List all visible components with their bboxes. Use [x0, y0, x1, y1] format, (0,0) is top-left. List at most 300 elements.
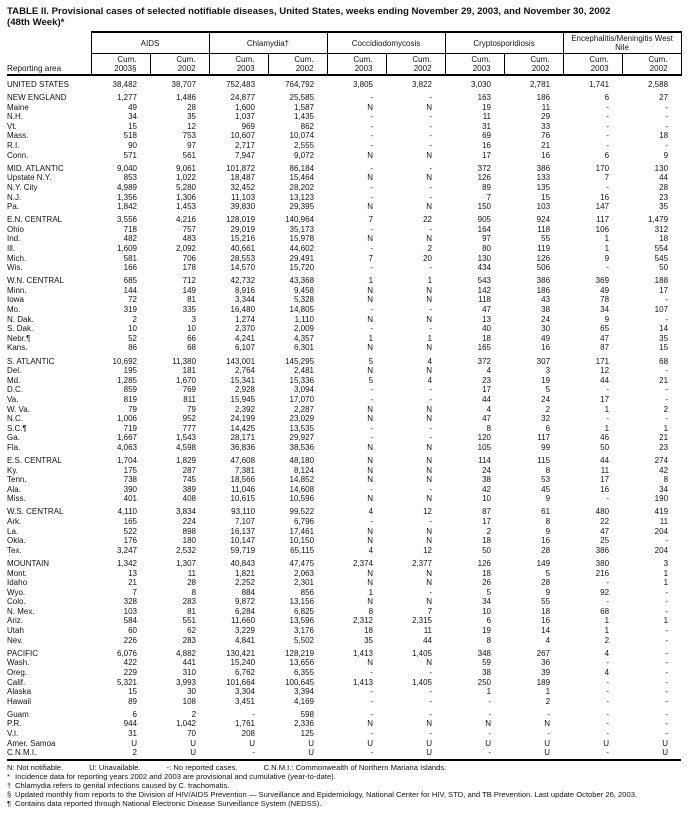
value-cell: - [606, 121, 610, 131]
value-cell: - [665, 102, 669, 112]
value-cell: 9 [545, 494, 551, 504]
reporting-area-label: N. Mex. [7, 606, 35, 616]
table-row [7, 234, 681, 244]
value-cell: 4 [486, 366, 492, 376]
value-cell: - [370, 709, 374, 719]
footnote-key-item: N: Not notifiable. [7, 762, 64, 772]
value-cell: 47 [600, 333, 610, 343]
value-cell: 8,916 [234, 285, 256, 295]
value-cell: 15 [541, 192, 551, 202]
table-row [7, 414, 681, 424]
value-cell: N [367, 314, 374, 324]
value-cell: 11 [423, 626, 433, 636]
reporting-area-label: Guam [7, 709, 29, 719]
value-cell: 2,764 [234, 366, 256, 376]
value-cell: N [367, 343, 374, 353]
value-cell: 189 [536, 677, 551, 687]
value-cell: 18 [659, 234, 669, 244]
value-cell: 29 [541, 112, 551, 122]
value-cell: 18 [541, 606, 551, 616]
table-row [7, 376, 681, 386]
value-cell: 483 [182, 234, 197, 244]
value-cell: 38,536 [289, 442, 315, 452]
reporting-area-label: N.J. [7, 192, 22, 202]
value-cell: 1 [486, 687, 492, 697]
value-cell: 20 [423, 253, 433, 263]
table-row [7, 324, 681, 334]
value-cell: - [429, 112, 433, 122]
value-cell: 8 [368, 606, 374, 616]
value-cell: 1 [604, 244, 610, 253]
value-cell: 44 [423, 635, 433, 645]
value-cell: - [429, 433, 433, 443]
value-cell: 1,486 [175, 93, 197, 103]
value-cell: 11,103 [231, 192, 256, 202]
value-cell: - [370, 112, 374, 122]
value-cell: 1 [604, 234, 610, 244]
reporting-area-label: N.Y. City [7, 182, 38, 192]
value-cell: - [665, 696, 669, 706]
reporting-area-label: S. Dak. [7, 324, 34, 334]
value-cell: 42 [659, 465, 669, 475]
table-row [7, 244, 681, 254]
reporting-area-label: Ind. [7, 234, 21, 244]
reporting-area-label: Vt. [7, 121, 17, 131]
value-cell: 190 [654, 494, 669, 504]
value-cell: 49 [128, 102, 137, 112]
value-cell: N [426, 658, 433, 668]
value-cell: 6 [545, 423, 551, 433]
table-row [7, 254, 681, 264]
reporting-area-label: Hawaii [7, 696, 32, 706]
value-cell: 15,945 [230, 394, 256, 404]
value-cell: 117 [596, 215, 610, 225]
reporting-area-label: Mo. [7, 305, 21, 315]
value-cell: - [606, 687, 610, 697]
value-cell: 2,392 [234, 404, 256, 414]
value-cell: 35 [659, 202, 669, 212]
value-cell: - [429, 305, 433, 315]
value-cell: 33 [541, 121, 551, 131]
value-cell: - [665, 394, 669, 404]
footnote-marker: * [7, 771, 10, 781]
value-cell: 128,219 [285, 648, 315, 658]
value-cell: 1,741 [589, 80, 610, 89]
table-row [7, 697, 681, 707]
reporting-area-label: V.I. [7, 729, 19, 738]
value-cell: U [544, 738, 551, 748]
reporting-area-label: Ky. [7, 465, 18, 475]
value-cell: - [370, 687, 374, 697]
value-cell: 13,123 [289, 192, 315, 202]
value-cell: 11 [187, 568, 197, 578]
value-cell: U [131, 738, 137, 748]
value-cell: 165 [123, 517, 137, 527]
value-cell: N [367, 455, 374, 465]
value-cell: - [370, 224, 374, 234]
reporting-area-label: MOUNTAIN [7, 558, 50, 568]
value-cell: 3,247 [116, 545, 137, 555]
value-cell: - [429, 192, 433, 202]
column-group-chlamydia: Chlamydia† [209, 32, 327, 54]
value-cell: 4,169 [293, 696, 315, 706]
value-cell: 69 [482, 131, 492, 141]
value-cell: 15,464 [289, 173, 315, 183]
value-cell: 8 [545, 517, 551, 527]
value-cell: - [665, 366, 669, 376]
value-cell: 2 [545, 404, 551, 414]
value-cell: - [606, 263, 610, 273]
value-cell: 16 [541, 536, 551, 546]
value-cell: 195 [123, 366, 137, 376]
value-cell: 208 [241, 729, 256, 738]
value-cell: 14 [541, 626, 551, 636]
value-cell: 10,607 [230, 131, 256, 141]
value-cell: 543 [477, 276, 492, 286]
value-cell: 19 [482, 102, 492, 112]
value-cell: 1,277 [116, 93, 137, 103]
value-cell: 5,280 [175, 182, 197, 192]
table-row [7, 286, 681, 296]
value-cell: 15,720 [289, 263, 315, 273]
value-cell: 369 [595, 276, 610, 286]
value-cell: 4,357 [293, 333, 315, 343]
value-cell: - [606, 102, 610, 112]
value-cell: 97 [187, 141, 197, 151]
value-cell: - [665, 729, 669, 738]
value-cell: 3,094 [293, 385, 315, 395]
value-cell: 29,395 [289, 202, 315, 212]
value-cell: 1,037 [234, 112, 256, 122]
value-cell: - [665, 597, 669, 607]
value-cell: - [429, 709, 433, 719]
value-cell: 43 [541, 295, 551, 305]
value-cell: 114 [478, 455, 492, 465]
sub-header-row [7, 54, 681, 76]
value-cell: - [370, 394, 374, 404]
table-row [7, 507, 681, 517]
value-cell: 952 [182, 414, 197, 424]
value-cell: - [606, 677, 610, 687]
value-cell: N [367, 150, 374, 160]
value-cell: 4 [427, 375, 433, 385]
value-cell: 32,452 [230, 182, 256, 192]
value-cell: N [426, 526, 433, 536]
value-cell: 250 [477, 677, 492, 687]
table-row [7, 315, 681, 325]
value-cell: 1,829 [175, 455, 197, 465]
reporting-area-label: W. Va. [7, 404, 30, 414]
value-cell: 166 [123, 263, 137, 273]
reporting-area-label: Kans. [7, 343, 28, 353]
value-cell: - [606, 182, 610, 192]
value-cell: 518 [123, 131, 137, 141]
value-cell: 44 [659, 173, 669, 183]
value-cell: 1,667 [116, 433, 137, 443]
table-row [7, 559, 681, 569]
value-cell: 2,374 [352, 558, 374, 568]
value-cell: 2,588 [648, 80, 669, 89]
table-row [7, 112, 681, 122]
value-cell: 38,707 [171, 80, 197, 89]
value-cell: 386 [536, 276, 551, 286]
value-cell: 1,587 [293, 102, 315, 112]
value-cell: 28 [187, 102, 197, 112]
table-row [7, 202, 681, 212]
value-cell: 16 [541, 150, 551, 160]
value-cell: 48,180 [289, 455, 315, 465]
table-row [7, 193, 681, 203]
value-cell: 38 [482, 475, 492, 485]
table-row [7, 597, 681, 607]
value-cell: 719 [123, 423, 137, 433]
value-cell: 3,805 [352, 80, 374, 89]
value-cell: 126 [477, 173, 492, 183]
table-header [7, 32, 681, 75]
value-cell: 4 [427, 356, 433, 366]
value-cell: 1,413 [352, 648, 374, 658]
table-row [7, 424, 681, 434]
value-cell: 216 [595, 568, 610, 578]
value-cell: 14,805 [289, 305, 315, 315]
value-cell: 17,461 [289, 526, 315, 536]
value-cell: 1,761 [234, 719, 256, 729]
value-cell: 752,483 [226, 80, 256, 89]
value-cell: - [429, 182, 433, 192]
footnote-key-line [7, 763, 681, 772]
value-cell: 571 [123, 150, 137, 160]
value-cell: 386 [595, 545, 610, 555]
table-row [7, 141, 681, 151]
reporting-area-label: Alaska [7, 687, 32, 697]
value-cell: - [606, 385, 610, 395]
table-row [7, 710, 681, 720]
value-cell: 40,661 [230, 244, 256, 253]
value-cell: 310 [182, 667, 197, 677]
value-cell: 15,240 [230, 658, 256, 668]
value-cell: 287 [182, 465, 197, 475]
value-cell: 480 [595, 507, 610, 517]
value-cell: 718 [123, 224, 137, 234]
value-cell: U [426, 738, 433, 748]
footnote-key-item: U: Unavailable. [89, 762, 141, 772]
value-cell: 59 [482, 658, 492, 668]
value-cell: 386 [536, 163, 551, 173]
value-cell: 2,928 [234, 385, 256, 395]
reporting-area-label: E.S. CENTRAL [7, 455, 62, 465]
value-cell: - [370, 244, 374, 253]
value-cell: 5 [486, 587, 492, 597]
value-cell: 4 [368, 507, 374, 517]
value-cell: 18,566 [230, 475, 256, 485]
value-cell: - [370, 121, 374, 131]
value-cell: 97 [482, 234, 492, 244]
value-cell: 13,535 [289, 423, 315, 433]
value-cell: N [485, 719, 492, 729]
value-cell: 70 [187, 729, 197, 738]
value-cell: 11,046 [231, 484, 256, 494]
value-cell: 2,370 [234, 324, 256, 334]
table-row [7, 164, 681, 174]
value-cell: - [370, 141, 374, 151]
table-row [7, 569, 681, 579]
value-cell: 103 [123, 606, 137, 616]
value-cell: - [665, 587, 669, 597]
table-row [7, 748, 681, 760]
value-cell: - [370, 696, 374, 706]
value-cell: 3,556 [116, 215, 137, 225]
value-cell: U [249, 738, 256, 748]
value-cell: 15 [128, 687, 137, 697]
value-cell: 9,040 [116, 163, 137, 173]
value-cell: - [370, 93, 374, 103]
value-cell: 26 [482, 578, 492, 588]
value-cell: - [606, 719, 610, 729]
value-cell: 40 [482, 324, 492, 334]
reporting-area-label: Upstate N.Y. [7, 173, 52, 183]
value-cell: 14,570 [230, 263, 256, 273]
value-cell: 764,792 [285, 80, 315, 89]
value-cell: 1,307 [175, 558, 197, 568]
value-cell: 47 [482, 305, 492, 315]
value-cell: 10,150 [289, 536, 315, 546]
value-cell: 17 [482, 385, 492, 395]
value-cell: 12 [423, 545, 433, 555]
value-cell: N [426, 102, 433, 112]
value-cell: 3,176 [293, 626, 315, 636]
value-cell: 685 [123, 276, 137, 286]
value-cell: - [370, 433, 374, 443]
table-row [7, 443, 681, 453]
value-cell: 1,042 [175, 719, 197, 729]
table-row [7, 305, 681, 315]
reporting-area-label: NEW ENGLAND [7, 93, 67, 103]
value-cell: 28,553 [230, 253, 256, 263]
value-cell: 1,609 [116, 244, 137, 253]
value-cell: 283 [182, 635, 197, 645]
value-cell: 1 [604, 616, 610, 626]
value-cell: 125 [300, 729, 315, 738]
value-cell: - [429, 667, 433, 677]
value-cell: 50 [659, 263, 669, 273]
value-cell: 24 [541, 314, 551, 324]
table-row [7, 527, 681, 537]
value-cell: - [429, 687, 433, 697]
value-cell: 1,306 [175, 192, 197, 202]
value-cell: 3,394 [293, 687, 315, 697]
value-cell: 4 [486, 404, 492, 414]
table-row [7, 636, 681, 646]
value-cell: N [426, 414, 433, 424]
footnote-list [7, 772, 681, 808]
value-cell: 10,074 [289, 131, 315, 141]
value-cell: 25 [600, 536, 610, 546]
value-cell: 90 [128, 141, 137, 151]
reporting-area-label: Wyo. [7, 587, 26, 597]
value-cell: 551 [182, 616, 197, 626]
value-cell: 66 [187, 333, 197, 343]
value-cell: 2 [486, 526, 492, 536]
value-cell: 19 [482, 626, 492, 636]
value-cell: 4,989 [116, 182, 137, 192]
value-cell: 753 [182, 131, 197, 141]
value-cell: 9 [545, 587, 551, 597]
table-row [7, 151, 681, 161]
value-cell: 1 [663, 578, 669, 588]
value-cell: - [665, 677, 669, 687]
value-cell: 47,475 [289, 558, 315, 568]
value-cell: 34 [600, 305, 610, 315]
value-cell: 4,216 [175, 215, 197, 225]
footnote-marker: § [7, 789, 12, 799]
value-cell: U [367, 738, 374, 748]
value-cell: 99,522 [289, 507, 315, 517]
value-cell: 853 [123, 173, 137, 183]
value-cell: 1,356 [116, 192, 137, 202]
reporting-area-label: N. Dak. [7, 314, 34, 324]
reporting-area-label: UNITED STATES [7, 80, 69, 89]
value-cell: 7 [427, 606, 433, 616]
value-cell: 128,019 [226, 215, 256, 225]
value-cell: 3,030 [470, 80, 492, 89]
value-cell: 35 [364, 635, 374, 645]
value-cell: - [429, 423, 433, 433]
table-row [7, 546, 681, 556]
value-cell: - [370, 324, 374, 334]
value-cell: 176 [123, 536, 137, 546]
value-cell: 2,009 [293, 324, 315, 334]
value-cell: 28 [187, 578, 197, 588]
value-cell: 204 [654, 526, 669, 536]
reporting-area-label: N.C. [7, 414, 23, 424]
value-cell: 8 [486, 423, 492, 433]
value-cell: - [606, 696, 610, 706]
value-cell: N [367, 366, 374, 376]
value-cell: N [426, 455, 433, 465]
value-cell: 2,252 [234, 578, 256, 588]
value-cell: 5,321 [116, 677, 137, 687]
value-cell: 21 [659, 375, 669, 385]
value-cell: - [665, 709, 669, 719]
footnote [7, 799, 681, 808]
value-cell: 16 [600, 484, 610, 494]
reporting-area-label: S. ATLANTIC [7, 356, 55, 366]
value-cell: U [386, 748, 445, 760]
value-cell: 147 [595, 202, 610, 212]
reporting-area-label: Miss. [7, 494, 26, 504]
value-cell: - [429, 93, 433, 103]
value-cell: 62 [187, 626, 197, 636]
value-cell: 68 [600, 606, 610, 616]
value-cell: 2 [427, 244, 433, 253]
table-row [7, 456, 681, 466]
value-cell: 7 [368, 253, 374, 263]
value-cell: 408 [182, 494, 197, 504]
column-group-aids: AIDS [91, 32, 209, 54]
value-cell: N [426, 404, 433, 414]
value-cell: - [370, 305, 374, 315]
value-cell: 7,107 [234, 517, 256, 527]
value-cell: 6,076 [116, 648, 137, 658]
reporting-area-label: Calif. [7, 677, 26, 687]
value-cell: - [370, 385, 374, 395]
value-cell: 29,491 [289, 253, 315, 263]
value-cell: 142 [477, 285, 492, 295]
value-cell: 10 [482, 494, 492, 504]
value-cell: 18 [659, 131, 669, 141]
value-cell: - [665, 687, 669, 697]
value-cell: 16 [541, 343, 551, 353]
